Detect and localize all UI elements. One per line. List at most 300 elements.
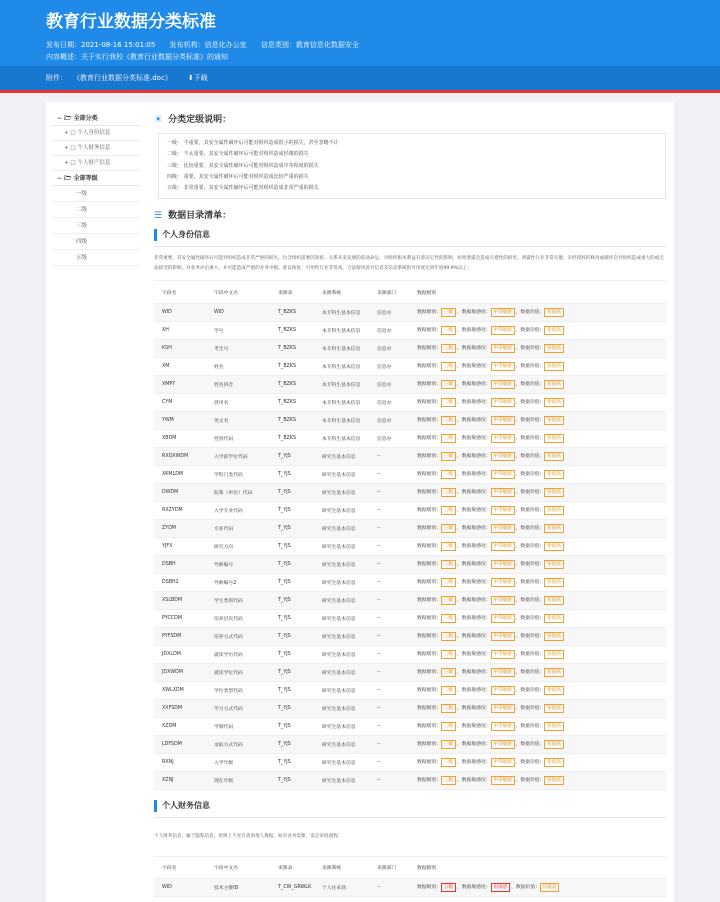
value-badge: 价值高 <box>544 506 564 515</box>
folder-icon: □ <box>70 160 78 166</box>
data-level-cell <box>409 321 666 339</box>
sensitivity-label: ，数据敏感度： <box>457 453 491 459</box>
data-level-cell <box>409 519 666 537</box>
table-cell: XBDM <box>154 429 206 447</box>
publish-date: 发布日期：2021-08-16 15:01:05 <box>46 41 156 49</box>
level-label: 数据级别： <box>417 759 441 765</box>
table-cell: T_YJS <box>270 753 314 771</box>
table-cell: T_BZKS <box>270 429 314 447</box>
expand-icon: + <box>64 145 71 151</box>
level-badge: 三级 <box>441 722 456 731</box>
table-cell: T_YJS <box>270 735 314 753</box>
table-cell: 学生类别代码 <box>206 591 270 609</box>
table-cell: 就读学位代码 <box>206 663 270 681</box>
level-label: 数据级别： <box>417 687 441 693</box>
sensitivity-label: ，数据敏感度： <box>457 417 491 423</box>
data-level-cell <box>409 411 666 429</box>
column-header: 数据级别 <box>409 857 666 879</box>
level-badge: 三级 <box>441 614 456 623</box>
value-label: ，数据价值： <box>515 669 545 675</box>
table-cell: 入学前学位代码 <box>206 447 270 465</box>
sidebar-level-item[interactable]: 五级 <box>52 250 140 266</box>
table-row <box>154 591 666 609</box>
data-level-cell <box>409 663 666 681</box>
sensitivity-badge: 中等敏感 <box>491 542 515 551</box>
table-row <box>154 735 666 753</box>
table-cell: T_YJS <box>270 591 314 609</box>
table-cell: -- <box>369 681 409 699</box>
folder-icon: □ <box>70 145 78 151</box>
data-level-cell <box>409 573 666 591</box>
sensitivity-label: ，数据敏感度： <box>457 759 491 765</box>
collapse-icon: − <box>57 175 63 182</box>
value-label: ，数据价值： <box>515 759 545 765</box>
table-cell: 研究生基本信息 <box>314 537 369 555</box>
legend-item: 四级： 重要，其安全属性破坏后可能对组织造成比较严重的损失 <box>167 173 309 180</box>
table-cell: 研究生基本信息 <box>314 753 369 771</box>
accent-divider <box>0 90 720 93</box>
table-cell: WID <box>154 303 206 321</box>
table-cell: T_YJS <box>270 609 314 627</box>
data-level-cell <box>409 555 666 573</box>
legend-item: 一级： 不重要，其安全属性破坏后可能对组织造成很小的损失，甚至忽略不计 <box>167 140 339 146</box>
table-cell: T_BZKS <box>270 375 314 393</box>
table-cell: 个人往来款 <box>314 879 369 897</box>
folder-icon: □ <box>70 130 78 136</box>
table-cell: 学制代码 <box>206 717 270 735</box>
sensitivity-badge: 中等敏感 <box>491 668 515 677</box>
sensitivity-label: ，数据敏感度： <box>457 777 491 783</box>
table-cell: 研究生基本信息 <box>314 519 369 537</box>
level-label: 数据级别： <box>417 363 441 369</box>
level-badge: 三级 <box>441 542 456 551</box>
table-row <box>154 681 666 699</box>
sidebar-level-item[interactable]: 一级 <box>52 186 140 202</box>
table-cell: 研究生基本信息 <box>314 591 369 609</box>
sensitivity-label: ，数据敏感度： <box>457 633 491 639</box>
sensitivity-badge: 中等敏感 <box>491 686 515 695</box>
level-label: 数据级别： <box>417 543 441 549</box>
table-cell: 研究生基本信息 <box>314 609 369 627</box>
value-badge: 价值高 <box>544 470 564 479</box>
value-badge: 价值高 <box>544 686 564 695</box>
meta-row <box>46 39 720 51</box>
summary-row: 内容概述：关于实行我校《教育行业数据分类标准》的通知 <box>46 53 228 61</box>
category-label: 个人财务信息 <box>77 145 111 151</box>
sensitivity-badge: 很敏感 <box>491 883 511 892</box>
level-badge: 三级 <box>441 524 456 533</box>
table-cell: -- <box>369 645 409 663</box>
value-label: ，数据价值： <box>515 543 545 549</box>
column-header: 字段中文名 <box>206 281 270 303</box>
finance-table <box>154 857 666 898</box>
level-label: 数据级别： <box>417 381 441 387</box>
level-badge: 三级 <box>441 650 456 659</box>
value-label: ，数据价值： <box>515 399 545 405</box>
identity-table <box>154 281 666 790</box>
column-header: 来源表 <box>270 857 314 879</box>
table-cell: 研究生基本信息 <box>314 735 369 753</box>
level-label: 数据级别： <box>417 885 441 891</box>
sensitivity-label: ，数据敏感度： <box>457 651 491 657</box>
table-cell: 学习方式代码 <box>206 699 270 717</box>
table-cell: 信息办 <box>369 339 409 357</box>
sensitivity-badge: 中等敏感 <box>491 326 515 335</box>
level-label: 数据级别： <box>417 417 441 423</box>
table-row <box>154 771 666 789</box>
table-cell: -- <box>369 735 409 753</box>
sensitivity-label: ，数据敏感度： <box>457 399 491 405</box>
value-badge: 价值高 <box>544 722 564 731</box>
sensitivity-badge: 中等敏感 <box>491 380 515 389</box>
level-label: 数据级别： <box>417 651 441 657</box>
value-badge: 价值高 <box>544 740 564 749</box>
table-cell: 专业代码 <box>206 519 270 537</box>
sensitivity-label: ，数据敏感度： <box>457 687 491 693</box>
info-category: 信息类别：教育信息化数据安全 <box>260 41 359 49</box>
level-badge: 三级 <box>441 596 456 605</box>
table-cell: 学位类型代码 <box>206 681 270 699</box>
value-label: ，数据价值： <box>515 489 545 495</box>
table-row <box>154 699 666 717</box>
sensitivity-label: ，数据敏感度： <box>457 597 491 603</box>
table-cell: -- <box>369 717 409 735</box>
table-cell: T_YJS <box>270 699 314 717</box>
level-badge: 三级 <box>441 434 456 443</box>
value-label: ，数据价值： <box>515 633 545 639</box>
sensitivity-label: ，数据敏感度： <box>457 363 491 369</box>
table-cell: JDXWDM <box>154 663 206 681</box>
sensitivity-badge: 中等敏感 <box>491 452 515 461</box>
sensitivity-label: ，数据敏感度： <box>457 543 491 549</box>
attachment-file-link[interactable]: 《教育行业数据分类标准.doc》 <box>73 74 172 82</box>
table-cell: XXFSDM <box>154 699 206 717</box>
sensitivity-label: ，数据敏感度： <box>457 327 491 333</box>
table-cell: T_YJS <box>270 519 314 537</box>
list-icon: ☰ <box>154 211 163 222</box>
value-label: ，数据价值： <box>515 417 545 423</box>
level-badge: 三级 <box>441 560 456 569</box>
table-cell: 本专科生基本信息 <box>314 411 369 429</box>
table-cell: RXQXWDM <box>154 447 206 465</box>
table-cell: 研究生基本信息 <box>314 681 369 699</box>
download-button[interactable]: ⬇下载 <box>187 74 208 82</box>
table-cell: 现在年级 <box>206 771 270 789</box>
table-cell: 入学专业代码 <box>206 501 270 519</box>
sensitivity-badge: 中等敏感 <box>491 434 515 443</box>
sensitivity-badge: 中等敏感 <box>491 308 515 317</box>
table-cell: CYM <box>154 393 206 411</box>
table-cell: T_BZKS <box>270 393 314 411</box>
level-badge: 三级 <box>441 578 456 587</box>
table-cell: T_YJS <box>270 573 314 591</box>
table-row <box>154 555 666 573</box>
value-label: ，数据价值： <box>515 525 545 531</box>
sensitivity-label: ，数据敏感度： <box>457 309 491 315</box>
column-header: 来源部门 <box>369 281 409 303</box>
sensitivity-badge: 中等敏感 <box>491 416 515 425</box>
table-cell: 导师编号 <box>206 555 270 573</box>
table-cell: -- <box>369 573 409 591</box>
legend-heading: ☀ 分类定级说明： <box>154 111 666 129</box>
table-cell: ZYDM <box>154 519 206 537</box>
table-cell: 研究生基本信息 <box>314 663 369 681</box>
table-row <box>154 375 666 393</box>
category-label: 个人身份信息 <box>77 130 111 136</box>
data-level-cell <box>409 447 666 465</box>
table-row <box>154 573 666 591</box>
download-icon: ⬇ <box>187 74 194 82</box>
sensitivity-badge: 中等敏感 <box>491 614 515 623</box>
table-cell: -- <box>369 483 409 501</box>
expand-icon: + <box>64 160 71 166</box>
table-cell: 本专科生基本信息 <box>314 321 369 339</box>
table-cell: WID <box>206 303 270 321</box>
data-level-cell <box>409 393 666 411</box>
table-cell: XSLBDM <box>154 591 206 609</box>
level-label: 数据级别： <box>417 489 441 495</box>
section-title-finance: 个人财务信息 <box>154 800 666 812</box>
table-cell: JDXLDM <box>154 645 206 663</box>
table-cell: 研究生基本信息 <box>314 573 369 591</box>
level-label: 数据级别： <box>417 507 441 513</box>
table-cell: T_YJS <box>270 537 314 555</box>
table-row <box>154 303 666 321</box>
table-row <box>154 717 666 735</box>
folder-open-icon: 🗁 <box>64 115 72 122</box>
sensitivity-label: ，数据敏感度： <box>457 885 491 891</box>
table-cell: 研究生基本信息 <box>314 771 369 789</box>
level-badge: 五级 <box>441 883 456 892</box>
attachment-label: 附件： <box>46 74 67 82</box>
catalog-heading: ☰ 数据目录清单： <box>154 207 666 225</box>
value-badge: 价值高 <box>544 434 564 443</box>
column-header: 来源部门 <box>369 857 409 879</box>
data-level-cell <box>409 717 666 735</box>
data-level-cell <box>409 753 666 771</box>
table-cell: T_BZKS <box>270 357 314 375</box>
table-cell: -- <box>369 465 409 483</box>
sensitivity-label: ，数据敏感度： <box>457 705 491 711</box>
level-badge: 三级 <box>441 758 456 767</box>
section-desc-identity: 非常重要，其安全属性破坏后可能对组织造成非常严重的损失。包含组织需要的知密、关系未来发展的前途命运、对组织根本利益有着决定性的影响，如果泄露会造成灾难性的损害。泄露性行业非常关键，未经授权的修改或破坏会对组织造成重大的或无法接受的影响，对业务冲击重大，并可能造成严重的业务中断。难以恢复；可用性行业非常高，合法使用者对信息及信息系统的可用度达到年度99.9%以上； <box>154 247 666 281</box>
sensitivity-label: ，数据敏感度： <box>457 561 491 567</box>
table-row <box>154 645 666 663</box>
table-cell: 研究生基本信息 <box>314 483 369 501</box>
section-desc-finance: 个人财务信息，属于隐私信息，原则上不允许查询他人数据，如有业务需要，需走审批流程； <box>154 818 666 857</box>
data-level-cell <box>409 879 666 897</box>
table-row <box>154 609 666 627</box>
level-label: 数据级别： <box>417 705 441 711</box>
table-cell: 本专科生基本信息 <box>314 339 369 357</box>
table-cell: WID <box>154 879 206 897</box>
table-cell: -- <box>369 879 409 897</box>
table-cell: -- <box>369 753 409 771</box>
section-title-identity: 个人身份信息 <box>154 229 666 241</box>
table-cell: T_YJS <box>270 627 314 645</box>
data-level-cell <box>409 339 666 357</box>
legend-item: 五级： 非常重要，其安全属性破坏后可能对组织造成非常严重的损失 <box>167 185 319 192</box>
table-cell: T_YJS <box>270 717 314 735</box>
value-label: ，数据价值： <box>511 885 540 891</box>
sidebar-category-item[interactable] <box>52 141 140 156</box>
table-cell: 学科门类代码 <box>206 465 270 483</box>
level-badge: 三级 <box>441 704 456 713</box>
table-cell: DSBH2 <box>154 573 206 591</box>
value-badge: 价值高 <box>544 308 564 317</box>
sidebar-level-item[interactable]: 三级 <box>52 218 140 234</box>
value-label: ，数据价值： <box>515 381 545 387</box>
sensitivity-badge: 中等敏感 <box>491 362 515 371</box>
value-label: ，数据价值： <box>515 705 545 711</box>
data-level-cell <box>409 303 666 321</box>
level-label: 数据级别： <box>417 777 441 783</box>
table-cell: T_BZKS <box>270 411 314 429</box>
level-badge: 三级 <box>441 668 456 677</box>
table-cell: 就读学历代码 <box>206 645 270 663</box>
sidebar-category-item[interactable] <box>52 126 140 141</box>
level-label: 数据级别： <box>417 327 441 333</box>
legend-item: 三级： 比较重要，其安全属性破坏后可能对组织造成中等程度的损失 <box>167 162 319 169</box>
table-cell: 信息办 <box>369 393 409 411</box>
sensitivity-badge: 中等敏感 <box>491 632 515 641</box>
table-cell: 本专科生基本信息 <box>314 429 369 447</box>
table-row <box>154 339 666 357</box>
table-cell: LDFSDM <box>154 735 206 753</box>
value-badge: 价值高 <box>544 758 564 767</box>
sidebar-level-item[interactable]: 四级 <box>52 234 140 250</box>
column-header: 来源系统 <box>314 857 369 879</box>
sidebar-level-item[interactable]: 二级 <box>52 202 140 218</box>
table-cell: 信息办 <box>369 357 409 375</box>
table-cell: T_CW_GRWLK <box>270 879 314 897</box>
table-row <box>154 483 666 501</box>
table-cell: 研究生基本信息 <box>314 501 369 519</box>
data-level-cell <box>409 645 666 663</box>
sensitivity-badge: 中等敏感 <box>491 776 515 785</box>
table-cell: T_YJS <box>270 483 314 501</box>
folder-open-icon: 🗁 <box>64 175 72 182</box>
value-badge: 价值高 <box>544 668 564 677</box>
table-cell: PYCCDM <box>154 609 206 627</box>
column-header: 字段中文名 <box>206 857 270 879</box>
table-cell: 培养层次代码 <box>206 609 270 627</box>
value-badge: 价值高 <box>544 380 564 389</box>
table-cell: DSBH <box>154 555 206 573</box>
value-label: ，数据价值： <box>515 453 545 459</box>
data-level-cell <box>409 609 666 627</box>
value-badge: 价值高 <box>544 632 564 641</box>
table-row <box>154 753 666 771</box>
table-cell: PYFSDM <box>154 627 206 645</box>
table-cell: XKMLDM <box>154 465 206 483</box>
table-cell: 性别代码 <box>206 429 270 447</box>
level-badge: 三级 <box>441 776 456 785</box>
level-label: 数据级别： <box>417 579 441 585</box>
category-label: 个人财产信息 <box>77 160 111 166</box>
table-row <box>154 663 666 681</box>
sensitivity-badge: 中等敏感 <box>491 758 515 767</box>
table-cell: T_YJS <box>270 771 314 789</box>
level-label: 数据级别： <box>417 615 441 621</box>
level-label: 数据级别： <box>417 309 441 315</box>
table-cell: -- <box>369 699 409 717</box>
data-level-cell <box>409 627 666 645</box>
table-cell: -- <box>369 519 409 537</box>
table-row <box>154 501 666 519</box>
sensitivity-label: ，数据敏感度： <box>457 507 491 513</box>
table-cell: T_YJS <box>270 681 314 699</box>
data-level-cell <box>409 699 666 717</box>
value-badge: 价值高 <box>544 524 564 533</box>
table-cell: 考生号 <box>206 339 270 357</box>
sensitivity-badge: 中等敏感 <box>491 398 515 407</box>
table-row <box>154 537 666 555</box>
table-cell: T_BZKS <box>270 339 314 357</box>
level-badge: 三级 <box>441 416 456 425</box>
value-label: ，数据价值： <box>515 777 545 783</box>
value-label: ，数据价值： <box>515 687 545 693</box>
table-row <box>154 519 666 537</box>
value-badge: 价值高 <box>544 704 564 713</box>
table-cell: 研究生基本信息 <box>314 555 369 573</box>
sensitivity-label: ，数据敏感度： <box>457 471 491 477</box>
tree-level-root[interactable]: − 🗁 全部等级 <box>52 171 140 186</box>
level-label: 数据级别： <box>417 561 441 567</box>
value-label: ，数据价值： <box>515 327 545 333</box>
level-badge: 三级 <box>441 398 456 407</box>
table-row <box>154 627 666 645</box>
level-badge: 三级 <box>441 308 456 317</box>
level-badge: 三级 <box>441 452 456 461</box>
table-cell: 曾用名 <box>206 393 270 411</box>
table-cell: 导师编号2 <box>206 573 270 591</box>
table-cell: RXZYDM <box>154 501 206 519</box>
legend-item: 二级： 不太重要，其安全属性破坏后可能对组织造成轻微的损失 <box>167 151 309 158</box>
table-cell: T_YJS <box>270 663 314 681</box>
table-cell: KSH <box>154 339 206 357</box>
level-badge: 三级 <box>441 470 456 479</box>
level-label: 数据级别： <box>417 525 441 531</box>
table-cell: -- <box>369 771 409 789</box>
main-content <box>154 111 666 897</box>
sidebar <box>52 111 140 266</box>
table-cell: 信息办 <box>369 303 409 321</box>
data-level-cell <box>409 429 666 447</box>
sidebar-category-item[interactable] <box>52 156 140 171</box>
value-badge: 价值高 <box>544 650 564 659</box>
sensitivity-badge: 中等敏感 <box>491 578 515 587</box>
table-cell: -- <box>369 609 409 627</box>
table-cell: 研究方向 <box>206 537 270 555</box>
data-level-cell <box>409 681 666 699</box>
tree-category-root[interactable]: − 🗁 全部分类 <box>52 111 140 126</box>
table-cell: -- <box>369 627 409 645</box>
table-cell: 培养方式代码 <box>206 627 270 645</box>
value-label: ，数据价值： <box>515 615 545 621</box>
data-level-cell <box>409 771 666 789</box>
value-badge: 价值高 <box>544 398 564 407</box>
table-cell: 研究生基本信息 <box>314 465 369 483</box>
sensitivity-badge: 中等敏感 <box>491 596 515 605</box>
table-cell: T_BZKS <box>270 303 314 321</box>
sensitivity-label: ，数据敏感度： <box>457 741 491 747</box>
level-label: 数据级别： <box>417 741 441 747</box>
table-cell: 信息办 <box>369 321 409 339</box>
column-header: 字段名 <box>154 857 206 879</box>
data-level-cell <box>409 591 666 609</box>
table-cell: T_YJS <box>270 465 314 483</box>
